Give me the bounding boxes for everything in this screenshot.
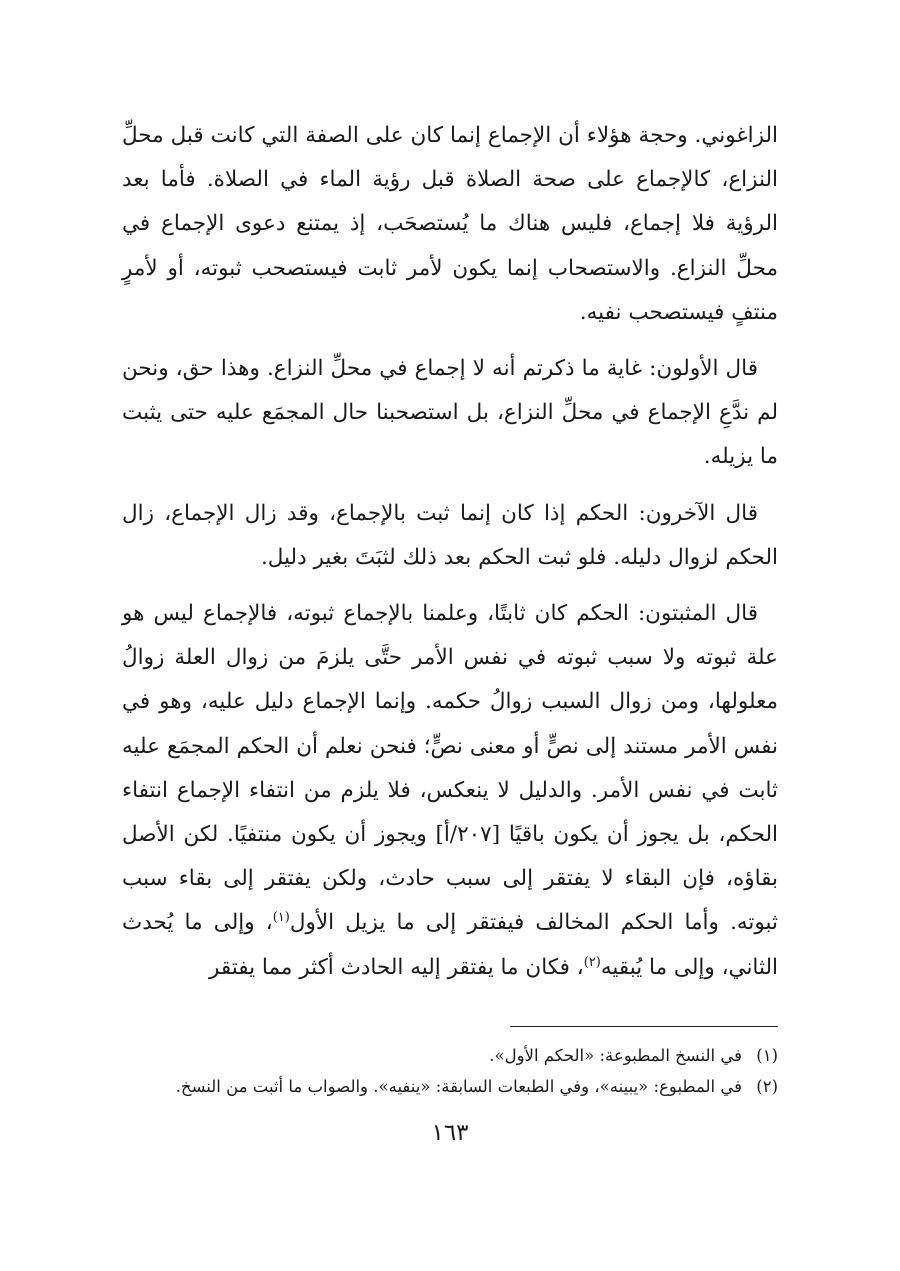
footnote-2-text: في المطبوع: «يبينه»، وفي الطبعات السابقة: «ينفيه». والصواب ما أثبت من النسخ. <box>175 1077 742 1096</box>
footnote-1-number: (١) <box>756 1046 778 1065</box>
paragraph-4-text-part-2: ، وإلى ما يُحدث الثاني، وإلى ما يُبقيه <box>122 910 778 980</box>
footnote-2 <box>122 1071 778 1102</box>
paragraph-1 <box>122 114 778 335</box>
paragraph-2-text: قال الأولون: غاية ما ذكرتم أنه لا إجماع في محلِّ النزاع. وهذا حق، ونحن لم ندَّعِ الإجماع في محلِّ النزاع، بل استصحبنا حال المجمَع عليه حتى يثبت ما يزيله. <box>122 356 778 470</box>
footnotes <box>122 1040 778 1102</box>
footnote-ref-1[interactable]: (١) <box>272 910 290 926</box>
main-text <box>122 114 778 1002</box>
paragraph-4-text-part-1: قال المثبتون: الحكم كان ثابتًا، وعلمنا بالإجماع ثبوته، فالإجماع ليس هو علة ثبوته ولا سبب ثبوته في نفس الأمر حتَّى يلزمَ من زوال العلة زوالُ معلولها، ومن زوال السبب زوالُ حكمه. وإنما الإجماع دليل عليه، وهو في نفس الأمر مستند إلى نصٍّ أو معنى نصٍّ؛ فنحن نعلم أن الحكم المجمَع عليه ثابت في نفس الأمر. والدليل لا ينعكس، فلا يلزم من انتفاء الإجماع انتفاء الحكم، بل يجوز أن يكون باقيًا [٢٠٧/أ] ويجوز أن يكون منتفيًا. لكن الأصل بقاؤه، فإن البقاء لا يفتقر إلى سبب حادث، ولكن يفتقر إلى بقاء سبب ثبوته. وأما الحكم المخالف فيفتقر إلى ما يزيل الأول <box>122 601 779 936</box>
paragraph-1-text: الزاغوني. وحجة هؤلاء أن الإجماع إنما كان على الصفة التي كانت قبل محلِّ النزاع، كالإجماع على صحة الصلاة قبل رؤية الماء في الصلاة. فأما بعد الرؤية فلا إجماع، فليس هناك ما يُستصحَب، إذ يمتنع دعوى الإجماع في محلِّ النزاع. والاستصحاب إنما يكون لأمر ثابت فيستصحب ثبوته، أو لأمرٍ منتفٍ فيستصحب نفيه. <box>122 123 778 325</box>
footnote-ref-2[interactable]: (٢) <box>583 954 601 970</box>
footnote-1-text: في النسخ المطبوعة: «الحكم الأول». <box>489 1046 742 1065</box>
paragraph-3-text: قال الآخرون: الحكم إذا كان إنما ثبت بالإجماع، وقد زال الإجماع، زال الحكم لزوال دليله. فلو ثبت الحكم بعد ذلك لثبَتَ بغير دليل. <box>122 500 778 570</box>
paragraph-4 <box>122 592 778 990</box>
paragraph-2 <box>122 347 778 480</box>
footnote-1 <box>122 1040 778 1071</box>
footnote-separator <box>510 1026 778 1027</box>
paragraph-3 <box>122 492 778 580</box>
footnote-2-number: (٢) <box>756 1077 778 1096</box>
paragraph-4-text-part-3: ، فكان ما يفتقر إليه الحادث أكثر مما يفتقر <box>208 954 584 980</box>
page-number: ١٦٣ <box>431 1120 469 1146</box>
